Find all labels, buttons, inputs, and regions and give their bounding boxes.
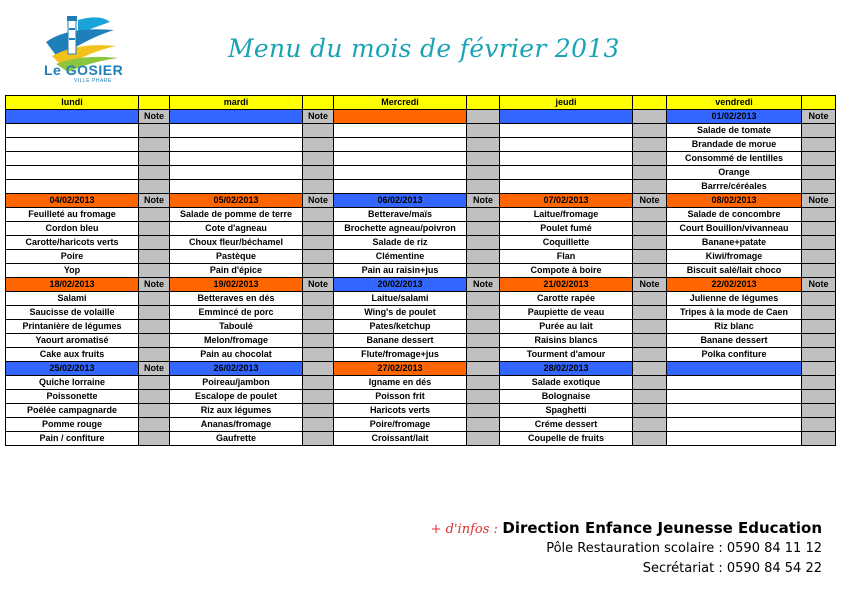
date-cell: 21/02/2013 xyxy=(500,278,633,292)
meal-cell xyxy=(6,152,139,166)
date-cell: 26/02/2013 xyxy=(170,362,303,376)
meal-cell: Melon/fromage xyxy=(170,334,303,348)
note-cell xyxy=(802,306,836,320)
note-cell xyxy=(303,348,334,362)
meal-row xyxy=(6,250,836,264)
meal-cell: Pastèque xyxy=(170,250,303,264)
date-cell: 28/02/2013 xyxy=(500,362,633,376)
note-cell xyxy=(467,264,500,278)
note-cell xyxy=(139,376,170,390)
note-cell xyxy=(633,138,667,152)
note-cell xyxy=(633,348,667,362)
note-cell xyxy=(633,180,667,194)
date-cell: 18/02/2013 xyxy=(6,278,139,292)
meal-row xyxy=(6,180,836,194)
note-header xyxy=(467,110,500,124)
meal-cell: Brandade de morue xyxy=(667,138,802,152)
meal-cell: Pates/ketchup xyxy=(334,320,467,334)
meal-cell xyxy=(500,166,633,180)
meal-row xyxy=(6,306,836,320)
note-cell xyxy=(633,250,667,264)
meal-cell: Poire xyxy=(6,250,139,264)
note-cell xyxy=(303,166,334,180)
meal-row xyxy=(6,376,836,390)
note-cell xyxy=(802,348,836,362)
meal-cell: Printanière de légumes xyxy=(6,320,139,334)
meal-cell: Pain / confiture xyxy=(6,432,139,446)
date-cell: 22/02/2013 xyxy=(667,278,802,292)
note-cell xyxy=(139,152,170,166)
note-cell xyxy=(303,180,334,194)
note-cell xyxy=(139,306,170,320)
note-cell xyxy=(467,390,500,404)
note-cell xyxy=(139,432,170,446)
meal-cell: Banane dessert xyxy=(667,334,802,348)
note-cell xyxy=(633,222,667,236)
meal-row xyxy=(6,208,836,222)
note-header: Note xyxy=(139,194,170,208)
date-cell xyxy=(334,110,467,124)
meal-cell: Salami xyxy=(6,292,139,306)
meal-cell: Poélée campagnarde xyxy=(6,404,139,418)
note-cell xyxy=(139,222,170,236)
meal-cell xyxy=(334,166,467,180)
meal-cell xyxy=(500,124,633,138)
meal-cell: Poireau/jambon xyxy=(170,376,303,390)
note-cell xyxy=(303,152,334,166)
meal-cell: Pomme rouge xyxy=(6,418,139,432)
note-cell xyxy=(139,180,170,194)
note-cell xyxy=(303,432,334,446)
note-cell xyxy=(633,236,667,250)
note-cell xyxy=(802,334,836,348)
meal-cell xyxy=(667,390,802,404)
meal-cell: Feuilleté au fromage xyxy=(6,208,139,222)
meal-cell: Court Bouillon/vivanneau xyxy=(667,222,802,236)
meal-cell: Clémentine xyxy=(334,250,467,264)
meal-cell: Salade de riz xyxy=(334,236,467,250)
meal-cell xyxy=(6,180,139,194)
note-cell xyxy=(802,250,836,264)
meal-cell xyxy=(334,152,467,166)
note-cell xyxy=(802,432,836,446)
note-cell xyxy=(139,418,170,432)
day-header-spacer xyxy=(139,96,170,110)
meal-cell: Paupiette de veau xyxy=(500,306,633,320)
meal-row xyxy=(6,222,836,236)
note-cell xyxy=(467,376,500,390)
note-cell xyxy=(633,152,667,166)
meal-row xyxy=(6,348,836,362)
meal-cell: Escalope de poulet xyxy=(170,390,303,404)
note-cell xyxy=(802,390,836,404)
date-cell xyxy=(170,110,303,124)
date-cell: 04/02/2013 xyxy=(6,194,139,208)
meal-cell xyxy=(170,180,303,194)
note-cell xyxy=(633,166,667,180)
meal-cell xyxy=(170,138,303,152)
meal-cell: Quiche lorraine xyxy=(6,376,139,390)
meal-cell: Pain d'épice xyxy=(170,264,303,278)
meal-cell: Salade de concombre xyxy=(667,208,802,222)
meal-cell: Cote d'agneau xyxy=(170,222,303,236)
note-cell xyxy=(303,320,334,334)
note-header xyxy=(802,362,836,376)
note-header: Note xyxy=(802,110,836,124)
info-org: Direction Enfance Jeunesse Education xyxy=(502,519,822,537)
note-header: Note xyxy=(467,278,500,292)
meal-cell: Purée au lait xyxy=(500,320,633,334)
meal-cell xyxy=(667,376,802,390)
note-cell xyxy=(467,180,500,194)
date-cell: 07/02/2013 xyxy=(500,194,633,208)
note-cell xyxy=(467,236,500,250)
meal-cell: Carotte rapée xyxy=(500,292,633,306)
note-cell xyxy=(802,264,836,278)
note-cell xyxy=(139,320,170,334)
note-cell xyxy=(633,306,667,320)
meal-row xyxy=(6,264,836,278)
note-cell xyxy=(303,306,334,320)
note-cell xyxy=(633,390,667,404)
date-row xyxy=(6,362,836,376)
note-cell xyxy=(303,418,334,432)
note-header: Note xyxy=(303,110,334,124)
info-line xyxy=(431,519,822,538)
meal-row xyxy=(6,404,836,418)
meal-cell: Haricots verts xyxy=(334,404,467,418)
note-cell xyxy=(303,376,334,390)
note-cell xyxy=(303,264,334,278)
note-cell xyxy=(802,418,836,432)
note-cell xyxy=(139,236,170,250)
logo-subtitle: VILLE PHARE xyxy=(74,78,112,84)
meal-cell: Julienne de légumes xyxy=(667,292,802,306)
note-cell xyxy=(139,124,170,138)
meal-cell: Yop xyxy=(6,264,139,278)
note-cell xyxy=(467,124,500,138)
meal-cell: Laitue/salami xyxy=(334,292,467,306)
note-cell xyxy=(139,208,170,222)
meal-cell xyxy=(6,138,139,152)
note-cell xyxy=(802,404,836,418)
meal-row xyxy=(6,418,836,432)
meal-cell: Brochette agneau/poivron xyxy=(334,222,467,236)
meal-row xyxy=(6,124,836,138)
note-header xyxy=(303,362,334,376)
meal-cell: Créme dessert xyxy=(500,418,633,432)
date-cell: 19/02/2013 xyxy=(170,278,303,292)
meal-cell: Pain au raisin+jus xyxy=(334,264,467,278)
meal-cell xyxy=(6,124,139,138)
meal-cell: Yaourt aromatisé xyxy=(6,334,139,348)
note-header: Note xyxy=(802,278,836,292)
info-secretariat: Secrétariat : 0590 84 54 22 xyxy=(642,561,822,576)
note-cell xyxy=(633,334,667,348)
meal-cell: Polka confiture xyxy=(667,348,802,362)
date-row xyxy=(6,110,836,124)
date-cell: 05/02/2013 xyxy=(170,194,303,208)
date-cell: 01/02/2013 xyxy=(667,110,802,124)
meal-cell: Poire/fromage xyxy=(334,418,467,432)
meal-cell: Riz blanc xyxy=(667,320,802,334)
meal-cell: Gaufrette xyxy=(170,432,303,446)
meal-cell: Poulet fumé xyxy=(500,222,633,236)
note-cell xyxy=(633,124,667,138)
date-cell: 06/02/2013 xyxy=(334,194,467,208)
meal-cell: Banane dessert xyxy=(334,334,467,348)
day-header: mardi xyxy=(170,96,303,110)
menu-table xyxy=(5,95,836,446)
meal-cell: Laitue/fromage xyxy=(500,208,633,222)
note-header: Note xyxy=(139,110,170,124)
note-cell xyxy=(633,320,667,334)
note-header xyxy=(467,362,500,376)
note-cell xyxy=(303,208,334,222)
meal-cell: Saucisse de volaille xyxy=(6,306,139,320)
meal-cell: Tripes à la mode de Caen xyxy=(667,306,802,320)
meal-cell: Coupelle de fruits xyxy=(500,432,633,446)
info-prefix: + d'infos : xyxy=(430,522,498,537)
meal-cell: Salade exotique xyxy=(500,376,633,390)
meal-row xyxy=(6,152,836,166)
meal-cell: Igname en dés xyxy=(334,376,467,390)
note-cell xyxy=(467,432,500,446)
note-cell xyxy=(802,124,836,138)
meal-cell: Raisins blancs xyxy=(500,334,633,348)
day-header-spacer xyxy=(633,96,667,110)
note-cell xyxy=(303,404,334,418)
note-cell xyxy=(467,418,500,432)
meal-cell: Ananas/fromage xyxy=(170,418,303,432)
note-cell xyxy=(467,348,500,362)
date-cell: 08/02/2013 xyxy=(667,194,802,208)
logo-name: Le GOSIER xyxy=(44,62,124,78)
meal-cell: Emmincé de porc xyxy=(170,306,303,320)
note-cell xyxy=(802,138,836,152)
note-cell xyxy=(467,138,500,152)
note-cell xyxy=(303,250,334,264)
note-cell xyxy=(633,292,667,306)
note-cell xyxy=(802,208,836,222)
meal-cell xyxy=(334,124,467,138)
meal-cell: Barrre/céréales xyxy=(667,180,802,194)
date-cell xyxy=(6,110,139,124)
date-cell xyxy=(500,110,633,124)
note-cell xyxy=(633,432,667,446)
note-cell xyxy=(633,264,667,278)
meal-cell: Tourment d'amour xyxy=(500,348,633,362)
note-cell xyxy=(467,320,500,334)
note-cell xyxy=(303,222,334,236)
date-cell xyxy=(667,362,802,376)
note-cell xyxy=(139,390,170,404)
note-cell xyxy=(303,236,334,250)
date-row xyxy=(6,278,836,292)
note-cell xyxy=(139,404,170,418)
date-cell: 25/02/2013 xyxy=(6,362,139,376)
note-cell xyxy=(633,208,667,222)
note-cell xyxy=(139,138,170,152)
meal-cell: Cordon bleu xyxy=(6,222,139,236)
meal-cell: Flan xyxy=(500,250,633,264)
note-cell xyxy=(467,306,500,320)
note-header xyxy=(633,110,667,124)
day-header: Mercredi xyxy=(334,96,467,110)
meal-cell xyxy=(170,166,303,180)
note-cell xyxy=(303,390,334,404)
meal-row xyxy=(6,320,836,334)
meal-row xyxy=(6,432,836,446)
note-cell xyxy=(303,124,334,138)
meal-cell: Salade de tomate xyxy=(667,124,802,138)
meal-cell: Betterave/maïs xyxy=(334,208,467,222)
note-header: Note xyxy=(139,362,170,376)
note-cell xyxy=(303,292,334,306)
meal-cell xyxy=(170,124,303,138)
page-title: Menu du mois de février 2013 xyxy=(228,34,620,63)
note-cell xyxy=(633,376,667,390)
note-cell xyxy=(467,222,500,236)
note-cell xyxy=(303,334,334,348)
meal-cell: Banane+patate xyxy=(667,236,802,250)
note-cell xyxy=(802,292,836,306)
meal-cell xyxy=(667,418,802,432)
meal-cell: Croissant/lait xyxy=(334,432,467,446)
note-cell xyxy=(467,250,500,264)
note-header: Note xyxy=(633,194,667,208)
meal-cell: Poisson frit xyxy=(334,390,467,404)
note-cell xyxy=(633,404,667,418)
note-cell xyxy=(467,152,500,166)
day-header: lundi xyxy=(6,96,139,110)
meal-cell: Biscuit salé/lait choco xyxy=(667,264,802,278)
meal-cell: Wing's de poulet xyxy=(334,306,467,320)
meal-cell: Flute/fromage+jus xyxy=(334,348,467,362)
meal-cell xyxy=(500,138,633,152)
note-cell xyxy=(802,320,836,334)
meal-cell: Orange xyxy=(667,166,802,180)
meal-cell: Betteraves en dés xyxy=(170,292,303,306)
note-cell xyxy=(139,166,170,180)
note-cell xyxy=(467,334,500,348)
day-header-spacer xyxy=(303,96,334,110)
meal-cell: Salade de pomme de terre xyxy=(170,208,303,222)
note-header: Note xyxy=(303,194,334,208)
note-cell xyxy=(139,264,170,278)
info-pole: Pôle Restauration scolaire : 0590 84 11 12 xyxy=(546,541,822,556)
meal-cell xyxy=(334,180,467,194)
meal-row xyxy=(6,138,836,152)
meal-cell xyxy=(334,138,467,152)
day-header-spacer xyxy=(802,96,836,110)
note-header: Note xyxy=(139,278,170,292)
date-row xyxy=(6,194,836,208)
note-cell xyxy=(802,152,836,166)
note-cell xyxy=(467,404,500,418)
day-header-row xyxy=(6,96,836,110)
note-cell xyxy=(139,348,170,362)
meal-cell: Poissonette xyxy=(6,390,139,404)
note-cell xyxy=(139,334,170,348)
meal-cell xyxy=(170,152,303,166)
meal-cell: Coquillette xyxy=(500,236,633,250)
note-cell xyxy=(633,418,667,432)
meal-cell: Pain au chocolat xyxy=(170,348,303,362)
meal-row xyxy=(6,236,836,250)
note-cell xyxy=(802,376,836,390)
meal-cell xyxy=(667,432,802,446)
meal-cell: Spaghetti xyxy=(500,404,633,418)
day-header: vendredi xyxy=(667,96,802,110)
date-cell: 20/02/2013 xyxy=(334,278,467,292)
note-header: Note xyxy=(303,278,334,292)
note-cell xyxy=(139,292,170,306)
meal-cell: Cake aux fruits xyxy=(6,348,139,362)
note-cell xyxy=(467,166,500,180)
note-cell xyxy=(467,292,500,306)
note-cell xyxy=(802,180,836,194)
meal-cell: Choux fleur/béchamel xyxy=(170,236,303,250)
meal-cell: Compote à boire xyxy=(500,264,633,278)
meal-cell xyxy=(500,180,633,194)
meal-cell: Consommé de lentilles xyxy=(667,152,802,166)
meal-row xyxy=(6,166,836,180)
day-header-spacer xyxy=(467,96,500,110)
meal-cell: Taboulé xyxy=(170,320,303,334)
meal-cell: Kiwi/fromage xyxy=(667,250,802,264)
meal-cell xyxy=(667,404,802,418)
note-cell xyxy=(802,166,836,180)
meal-cell: Carotte/haricots verts xyxy=(6,236,139,250)
day-header: jeudi xyxy=(500,96,633,110)
note-cell xyxy=(802,236,836,250)
note-cell xyxy=(467,208,500,222)
meal-row xyxy=(6,334,836,348)
note-cell xyxy=(802,222,836,236)
note-cell xyxy=(303,138,334,152)
note-header: Note xyxy=(467,194,500,208)
meal-row xyxy=(6,390,836,404)
note-header: Note xyxy=(633,278,667,292)
meal-cell xyxy=(500,152,633,166)
note-cell xyxy=(139,250,170,264)
meal-cell: Riz aux légumes xyxy=(170,404,303,418)
note-header: Note xyxy=(802,194,836,208)
meal-cell: Bolognaise xyxy=(500,390,633,404)
meal-row xyxy=(6,292,836,306)
date-cell: 27/02/2013 xyxy=(334,362,467,376)
note-header xyxy=(633,362,667,376)
meal-cell xyxy=(6,166,139,180)
